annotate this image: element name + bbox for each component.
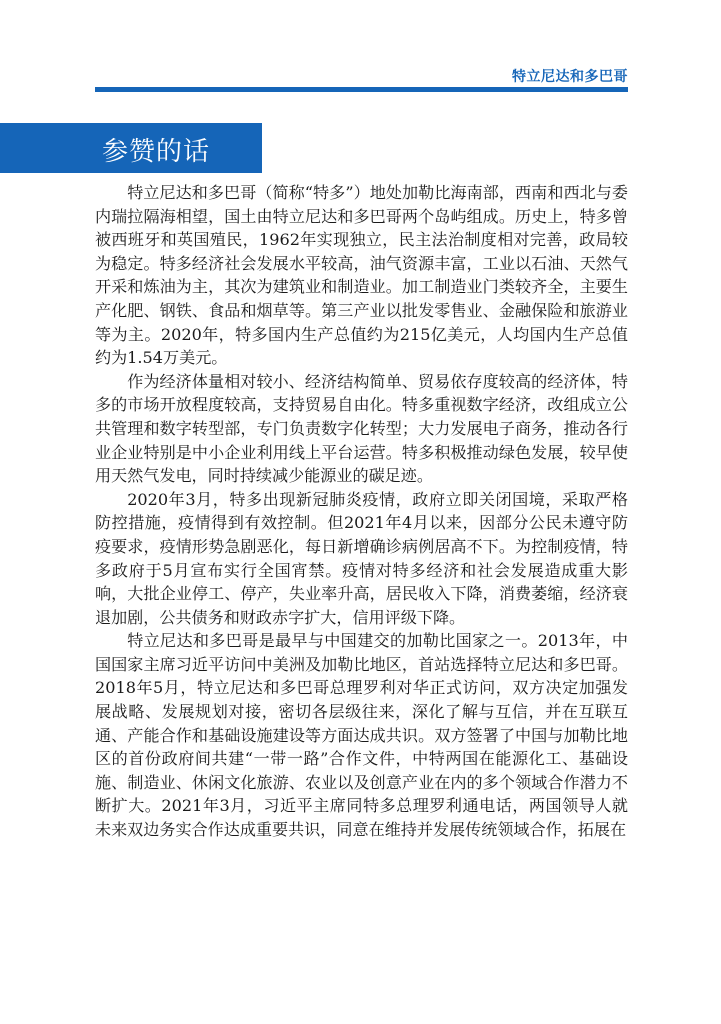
paragraph-economy: 作为经济体量相对较小、经济结构简单、贸易依存度较高的经济体，特多的市场开放程度较高，支持贸易自由化。特多重视数字经济，改组成立公共管理和数字转型部，专门负责数字化转型；大力发展电子商务，推动各行业企业特别是中小企业利用线上平台运营。特多积极推动绿色发展，较早使用天然气发电，同时持续减少能源业的碳足迹。 xyxy=(95,371,628,486)
paragraph-covid: 2020年3月，特多出现新冠肺炎疫情，政府立即关闭国境，采取严格防控措施，疫情得到有效控制。但2021年4月以来，因部分公民未遵守防疫要求，疫情形势急剧恶化，每日新增确诊病例居高不下。为控制疫情，特多政府于5月宣布实行全国宵禁。疫情对特多经济和社会发展造成重大影响，大批企业停工、停产，失业率升高，居民收入下降，消费萎缩，经济衰退加剧，公共债务和财政赤字扩大，信用评级下降。 xyxy=(95,489,628,627)
running-header-title: 特立尼达和多巴哥 xyxy=(512,69,628,85)
paragraph-overview: 特立尼达和多巴哥（简称“特多”）地处加勒比海南部，西南和西北与委内瑞拉隔海相望，国土由特立尼达和多巴哥两个岛屿组成。历史上，特多曾被西班牙和英国殖民，1962年实现独立，民主法治制度相对完善，政局较为稳定。特多经济社会发展水平较高，油气资源丰富，工业以石油、天然气开采和炼油为主，其次为建筑业和制造业。加工制造业门类较齐全，主要生产化肥、钢铁、食品和烟草等。第三产业以批发零售业、金融保险和旅游业等为主。2020年，特多国内生产总值约为215亿美元，人均国内生产总值约为1.54万美元。 xyxy=(95,183,628,368)
section-banner xyxy=(0,123,262,173)
paragraph-china-relations: 特立尼达和多巴哥是最早与中国建交的加勒比国家之一。2013年，中国国家主席习近平访问中美洲及加勒比地区，首站选择特立尼达和多巴哥。2018年5月，特立尼达和多巴哥总理罗利对华正式访问，双方决定加强发展战略、发展规划对接，密切各层级往来，深化了解与互信，并在互联互通、产能合作和基础设施建设等方面达成共识。双方签署了中国与加勒比地区的首份政府间共建“一带一路”合作文件，中特两国在能源化工、基础设施、制造业、休闲文化旅游、农业以及创意产业在内的多个领域合作潜力不断扩大。2021年3月，习近平主席同特多总理罗利通电话，两国领导人就未来双边务实合作达成重要共识，同意在维持并发展传统领域合作，拓展在 xyxy=(95,631,628,840)
header-rule xyxy=(95,87,628,92)
section-title: 参赞的话 xyxy=(102,137,211,167)
body-text xyxy=(95,181,628,842)
